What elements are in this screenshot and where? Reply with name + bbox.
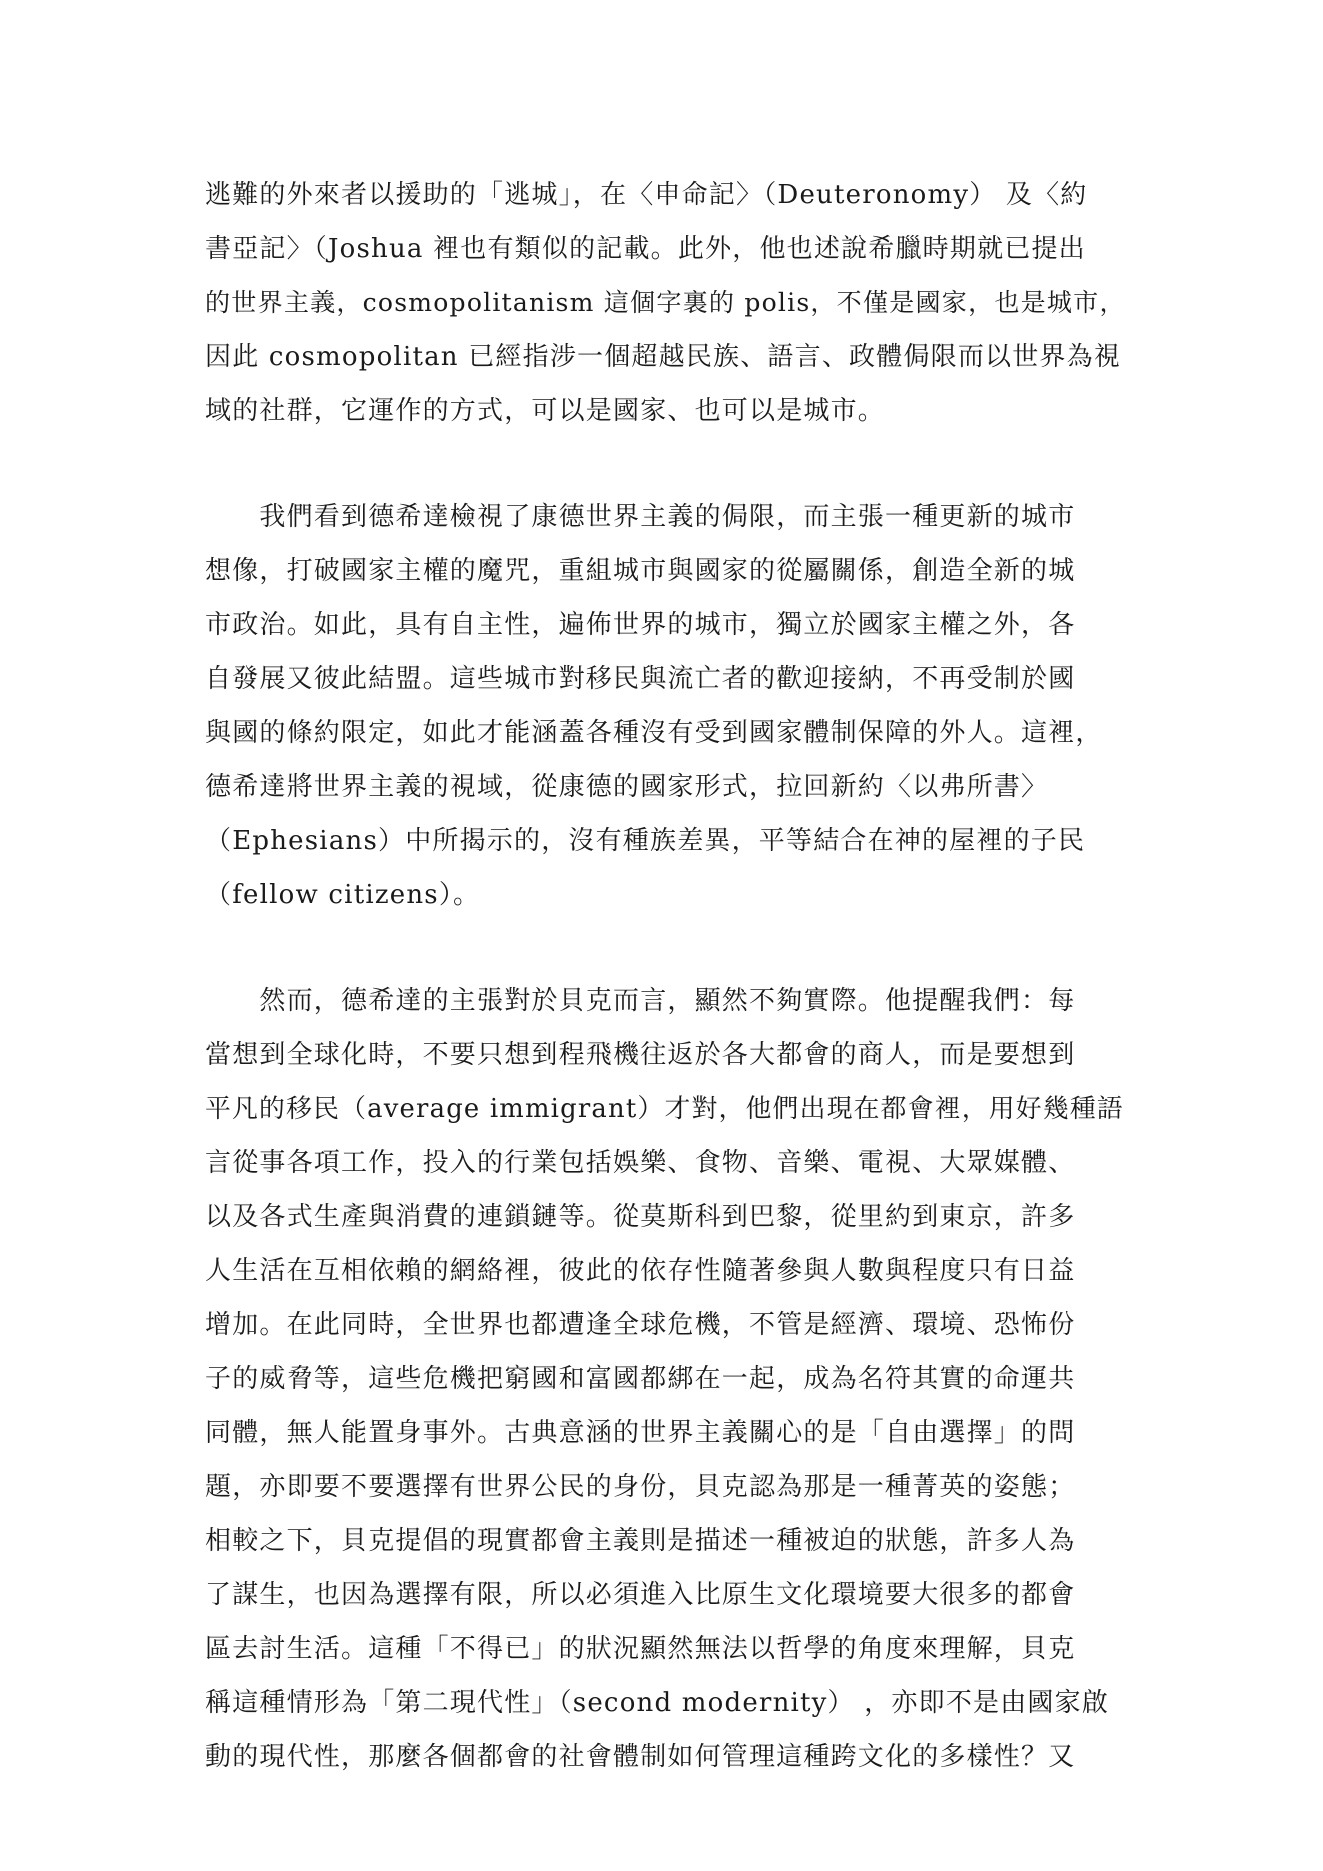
paragraph-spacer [205,922,1129,974]
text-line: 增加。在此同時，全世界也都遭逢全球危機，不管是經濟、環境、恐怖份 [205,1310,1076,1340]
text-line: 稱這種情形為「第二現代性」（second modernity） ，亦即不是由國家啟 [205,1688,1110,1718]
text-line: 因此 cosmopolitan 已經指涉一個超越民族、語言、政體侷限而以世界為視 [205,342,1122,372]
text-line: 動的現代性，那麼各個都會的社會體制如何管理這種跨文化的多樣性？又 [205,1742,1076,1772]
text-line: 同體，無人能置身事外。古典意涵的世界主義關心的是「自由選擇」的問 [205,1418,1076,1448]
text-line: 人生活在互相依賴的網絡裡，彼此的依存性隨著參與人數與程度只有日益 [205,1256,1076,1286]
text-line: 相較之下，貝克提倡的現實都會主義則是描述一種被迫的狀態，許多人為 [205,1526,1076,1556]
text-line: 了謀生，也因為選擇有限，所以必須進入比原生文化環境要大很多的都會 [205,1580,1076,1610]
text-line: 子的威脅等，這些危機把窮國和富國都綁在一起，成為名符其實的命運共 [205,1364,1076,1394]
paragraph-spacer [205,438,1129,490]
text-line: 言從事各項工作，投入的行業包括娛樂、食物、音樂、電視、大眾媒體、 [205,1148,1076,1178]
text-line: 書亞記〉（Joshua 裡也有類似的記載。此外，他也述說希臘時期就已提出 [205,234,1086,264]
text-line: 區去討生活。這種「不得已」的狀況顯然無法以哲學的角度來理解，貝克 [205,1634,1076,1664]
text-line: 平凡的移民（average immigrant）才對，他們出現在都會裡，用好幾種語 [205,1094,1124,1124]
text-line: 逃難的外來者以援助的「逃城」，在〈申命記〉（Deuteronomy） 及〈約 [205,180,1088,210]
text-line: （Ephesians）中所揭示的，沒有種族差異，平等結合在神的屋裡的子民 [205,826,1086,856]
paragraph-2 [205,490,1129,922]
text-line: 以及各式生產與消費的連鎖鏈等。從莫斯科到巴黎，從里約到東京，許多 [205,1202,1076,1232]
text-line: 我們看到德希達檢視了康德世界主義的侷限，而主張一種更新的城市 [205,502,1076,532]
text-line: 自發展又彼此結盟。這些城市對移民與流亡者的歡迎接納，不再受制於國 [205,664,1076,694]
text-line: 域的社群，它運作的方式，可以是國家、也可以是城市。 [205,396,886,426]
text-line: 題，亦即要不要選擇有世界公民的身份，貝克認為那是一種菁英的姿態； [205,1472,1076,1502]
body-text [205,168,1129,1784]
text-line: 德希達將世界主義的視域，從康德的國家形式，拉回新約〈以弗所書〉 [205,772,1049,802]
paragraph-3 [205,974,1129,1784]
text-line: 的世界主義，cosmopolitanism 這個字裏的 polis，不僅是國家，也是城市， [205,288,1126,317]
paragraph-1 [205,168,1129,438]
text-line: 當想到全球化時，不要只想到程飛機往返於各大都會的商人，而是要想到 [205,1040,1076,1070]
text-line: 然而，德希達的主張對於貝克而言，顯然不夠實際。他提醒我們：每 [205,986,1076,1016]
text-line: 想像，打破國家主權的魔咒，重組城市與國家的從屬關係，創造全新的城 [205,556,1076,586]
text-line: 與國的條約限定，如此才能涵蓋各種沒有受到國家體制保障的外人。這裡， [205,718,1103,748]
text-line: （fellow citizens）。 [205,880,481,910]
text-line: 市政治。如此，具有自主性，遍佈世界的城市，獨立於國家主權之外，各 [205,610,1076,640]
